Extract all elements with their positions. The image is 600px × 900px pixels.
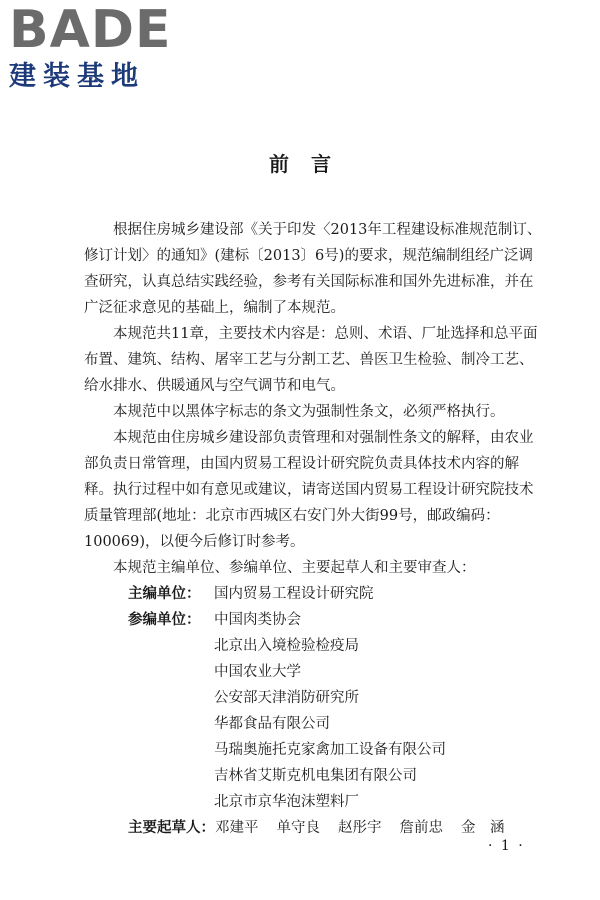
page-title: 前言 bbox=[269, 152, 353, 176]
logo bbox=[9, 0, 172, 92]
document-body bbox=[84, 217, 544, 841]
drafter-name: 詹前忠 bbox=[399, 820, 443, 836]
drafter-name: 单守良 bbox=[276, 820, 320, 836]
participating-unit: 公安部天津消防研究所 bbox=[214, 690, 359, 706]
participating-unit: 北京出入境检验检疫局 bbox=[214, 638, 359, 654]
logo-wordmark: BADE bbox=[9, 0, 172, 60]
chief-unit-row bbox=[84, 581, 544, 607]
participating-unit: 中国肉类协会 bbox=[214, 612, 301, 628]
logo-subtitle: 建装基地 bbox=[9, 61, 145, 92]
paragraph: 本规范主编单位、参编单位、主要起草人和主要审查人： bbox=[113, 560, 476, 576]
participating-unit: 中国农业大学 bbox=[214, 664, 301, 680]
paragraph: 本规范中以黑体字标志的条文为强制性条文，必须严格执行。 bbox=[113, 404, 505, 420]
drafters-row bbox=[84, 815, 544, 841]
drafter-name: 金 涵 bbox=[461, 820, 505, 836]
paragraph: 本规范共11章，主要技术内容是：总则、术语、厂址选择和总平面布置、建筑、结构、屠宰工艺与分割工艺、兽医卫生检验、制冷工艺、给水排水、供暖通风与空气调节和电气。 bbox=[84, 326, 538, 394]
chief-unit-label: 主编单位： bbox=[128, 586, 201, 602]
paragraph: 本规范由住房城乡建设部负责管理和对强制性条文的解释，由农业部负责日常管理，由国内贸易工程设计研究院负责具体技术内容的解释。执行过程中如有意见或建议，请寄送国内贸易工程设计研究院技术质量管理部(地址：北京市西城区右安门外大街99号，邮政编码：100069)，以便今后修订时参考。 bbox=[84, 430, 534, 550]
drafter-name: 赵彤宇 bbox=[338, 820, 382, 836]
participating-units-row bbox=[84, 607, 544, 633]
paragraph: 根据住房城乡建设部《关于印发〈2013年工程建设标准规范制订、修订计划〉的通知》(建标〔2013〕6号)的要求，规范编制组经广泛调查研究，认真总结实践经验，参考有关国际标准和国外先进标准，并在广泛征求意见的基础上，编制了本规范。 bbox=[84, 222, 542, 316]
participating-units-list bbox=[84, 633, 544, 815]
participating-unit: 华都食品有限公司 bbox=[214, 716, 330, 732]
participating-unit: 马瑞奥施托克家禽加工设备有限公司 bbox=[214, 742, 446, 758]
drafter-name: 邓建平 bbox=[215, 820, 259, 836]
chief-unit-value: 国内贸易工程设计研究院 bbox=[214, 586, 374, 602]
participating-unit: 北京市京华泡沫塑料厂 bbox=[214, 794, 359, 810]
drafters-label: 主要起草人： bbox=[128, 820, 215, 836]
participating-units-label: 参编单位： bbox=[128, 612, 201, 628]
page-number: · 1 · bbox=[488, 838, 525, 854]
participating-unit: 吉林省艾斯克机电集团有限公司 bbox=[214, 768, 417, 784]
